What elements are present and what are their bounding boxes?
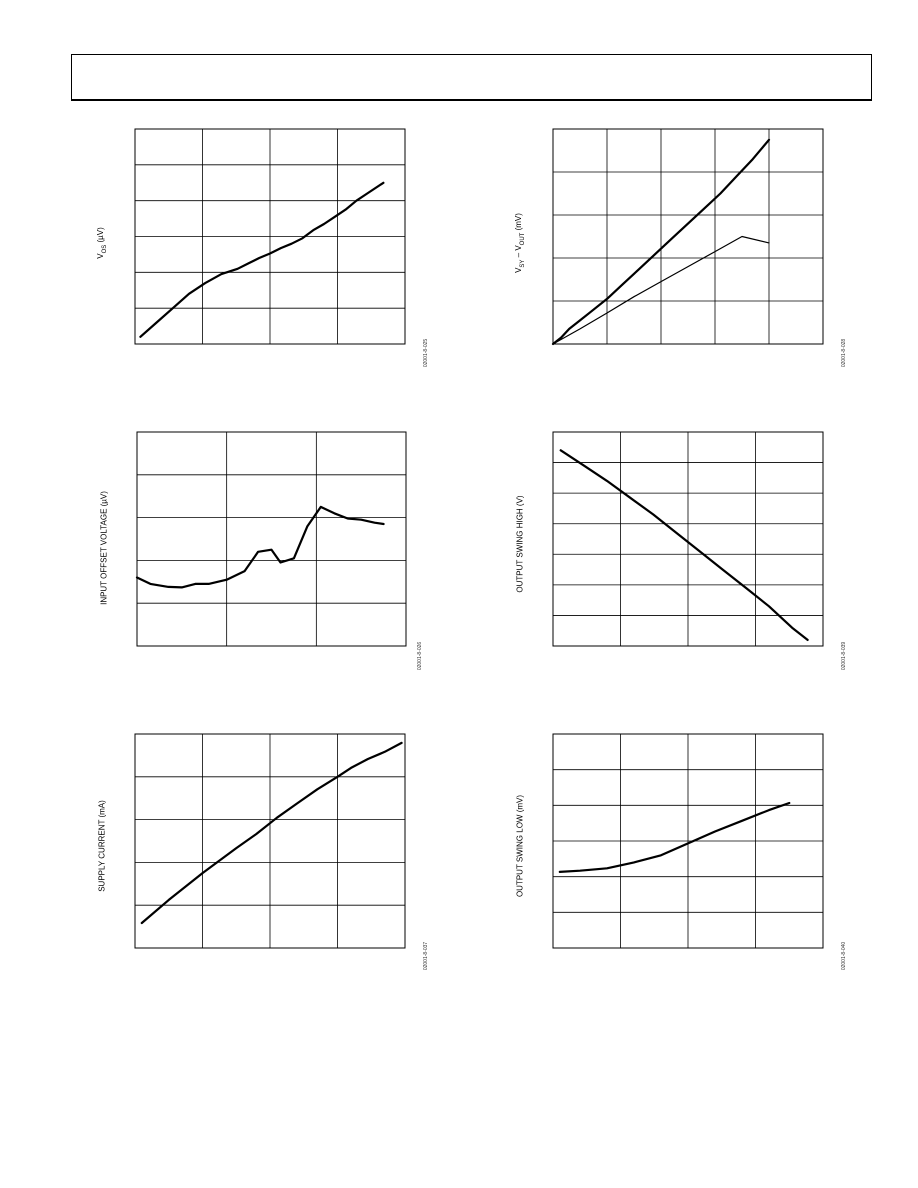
y-axis-label-part: V: [96, 253, 106, 259]
chart-2: [553, 129, 823, 344]
y-axis-label: [98, 800, 107, 892]
series-line-1: [137, 507, 384, 588]
y-axis-label-part: (µV): [96, 227, 106, 245]
y-axis-label-part: SY: [519, 259, 526, 268]
y-axis-label-part: V: [514, 267, 524, 273]
y-axis-label-part: INPUT OFFSET VOLTAGE (µV): [99, 491, 109, 605]
y-axis-label: [514, 213, 526, 273]
series-line-1: [560, 803, 790, 872]
plot-frame: [137, 432, 406, 646]
y-axis-label: [96, 227, 108, 259]
series-line-1: [140, 183, 383, 337]
chart-4: [553, 432, 823, 646]
y-axis-label-part: – V: [514, 245, 524, 260]
y-axis-label-part: (mV): [514, 213, 524, 233]
y-axis-label: [100, 491, 109, 605]
figure-id: 02001-8-028: [841, 338, 847, 368]
chart-1: [135, 129, 405, 344]
figure-id: 02001-8-026: [417, 641, 423, 671]
y-axis-label-part: OUTPUT SWING HIGH (V): [515, 495, 525, 593]
chart-3: [137, 432, 406, 646]
figure-id: 02001-8-039: [841, 641, 847, 671]
figure-id: 02001-8-040: [841, 941, 847, 971]
chart-5: [135, 734, 405, 948]
y-axis-label-part: OUT: [519, 232, 526, 246]
y-axis-label-part: SUPPLY CURRENT (mA): [97, 800, 107, 892]
y-axis-label-part: OS: [101, 244, 108, 254]
chart-6: [553, 734, 823, 948]
y-axis-label: [516, 495, 525, 592]
series-line-1: [142, 743, 402, 923]
figure-id: 02001-8-025: [423, 338, 429, 368]
y-axis-label-part: OUTPUT SWING LOW (mV): [515, 794, 525, 898]
plot-frame: [553, 129, 823, 344]
series-line-1: [561, 450, 808, 640]
y-axis-label: [516, 795, 525, 897]
figure-id: 02001-8-037: [423, 941, 429, 971]
